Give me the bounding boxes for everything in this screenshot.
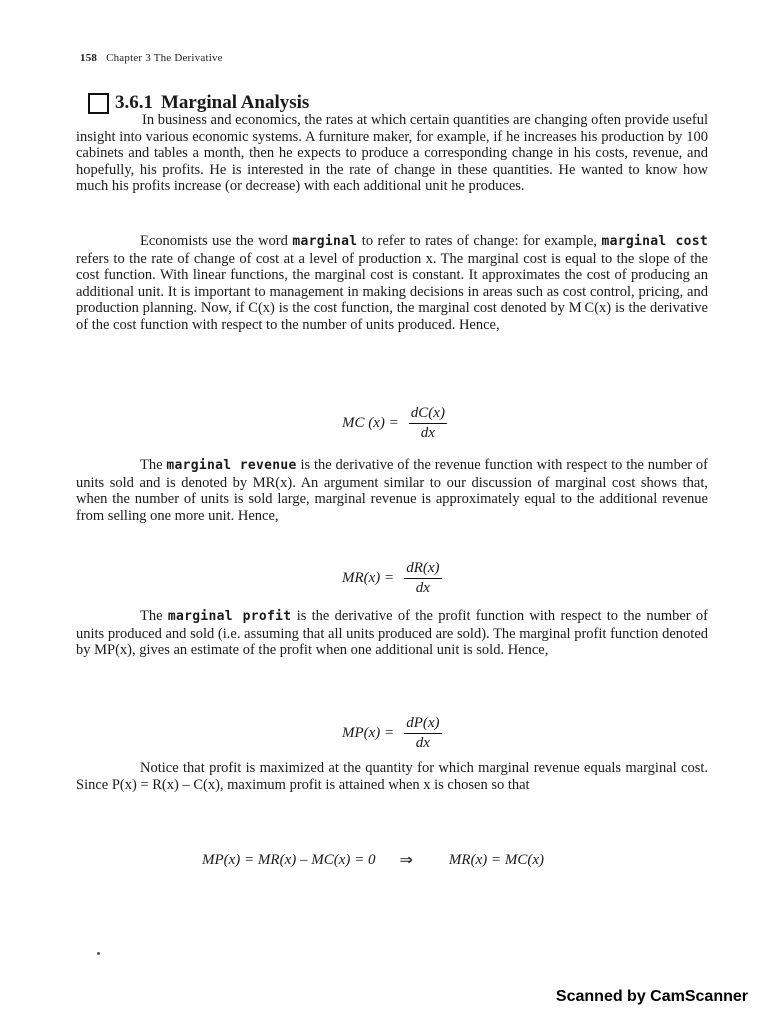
- equation-right: MR(x) = MC(x): [448, 851, 544, 868]
- fraction: [409, 405, 447, 442]
- equation-marginal-revenue: [342, 560, 442, 597]
- fraction-denominator: dx: [415, 735, 430, 751]
- fraction: [404, 560, 441, 597]
- equation-marginal-cost: [342, 405, 447, 442]
- paragraph-text: refers to the rate of change of cost at a level of production x. The marginal cost is equal to the slope of the cost function. With linear functions, the marginal cost is constant. It approximates the cost of producing an additional unit. It is important to management in making decisions in areas such as cost control, pricing, and production planning. Now, if C(x) is the cost function, the marginal cost denoted by M C(x) is the derivative of the cost function with respect to the number of units produced. Hence,: [76, 250, 708, 333]
- checkbox-icon: [88, 93, 109, 114]
- page-number: 158: [80, 52, 98, 64]
- running-title: Chapter 3 The Derivative: [106, 52, 223, 64]
- equation-left: MP(x) = MR(x) – MC(x) = 0: [202, 851, 376, 868]
- paragraph-marginal-profit: [76, 608, 708, 659]
- stray-mark: [97, 952, 100, 955]
- paragraph-text: is the derivative of the profit function with respect to the number of units produced and sold (i.e. assuming that all units produced are sold). The marginal profit function denoted by MP(x), gives an estimate of the profit when one additional unit is sold. Hence,: [76, 608, 709, 659]
- fraction-numerator: dR(x): [404, 560, 441, 579]
- fraction: [404, 715, 441, 752]
- equation-marginal-profit: [342, 715, 442, 752]
- section-heading: [88, 92, 309, 114]
- scanner-watermark: Scanned by CamScanner: [555, 988, 748, 1005]
- term-marginal-revenue: marginal revenue: [166, 458, 297, 473]
- paragraph-profit-max: [76, 760, 708, 793]
- paragraph-text: The: [140, 457, 167, 473]
- paragraph-intro-text: In business and economics, the rates at which certain quantities are changing often provide useful insight into various economic systems. A furniture maker, for example, if he increases his production by 100 cabinets and tables a month, then he expects to produce a corresponding change in his costs, revenue, and hopefully, his profits. He is interested in the rate of change in these quantities. He wanted to know how much his profits increase (or decrease) with each additional unit he produces.: [76, 112, 708, 195]
- term-marginal-cost: marginal cost: [601, 234, 708, 249]
- fraction-denominator: dx: [420, 425, 435, 441]
- implies-arrow-icon: ⇒: [399, 852, 413, 869]
- section-title: Marginal Analysis: [161, 92, 310, 113]
- equation-lhs: MR(x) =: [342, 570, 395, 586]
- paragraph-marginal-cost: [76, 233, 708, 334]
- paragraph-text: Economists use the word: [140, 233, 293, 249]
- paragraph-text: Notice that profit is maximized at the quantity for which marginal revenue equals marginal cost. Since P(x) = R(x) – C(x), maximum profit is attained when x is chosen so that: [76, 760, 708, 793]
- fraction-numerator: dC(x): [409, 405, 447, 424]
- paragraph-text: is the derivative of the revenue function with respect to the number of units sold and is denoted by MR(x). An argument similar to our discussion of marginal cost shows that, when the number of units is sold large, marginal revenue is approximately equal to the additional revenue from selling one more unit. Hence,: [76, 457, 709, 524]
- term-marginal-profit: marginal profit: [167, 609, 292, 624]
- section-number: 3.6.1: [115, 92, 153, 113]
- fraction-numerator: dP(x): [404, 715, 441, 734]
- running-header: [80, 52, 223, 64]
- paragraph-text: The: [140, 608, 168, 624]
- equation-profit-condition: [202, 850, 544, 870]
- paragraph-text: to refer to rates of change: for example,: [357, 233, 602, 249]
- paragraph-intro: [76, 112, 708, 195]
- term-marginal: marginal: [292, 234, 358, 249]
- equation-lhs: MP(x) =: [342, 725, 395, 741]
- paragraph-marginal-revenue: [76, 457, 708, 524]
- fraction-denominator: dx: [415, 580, 430, 596]
- equation-lhs: MC (x) =: [342, 415, 399, 431]
